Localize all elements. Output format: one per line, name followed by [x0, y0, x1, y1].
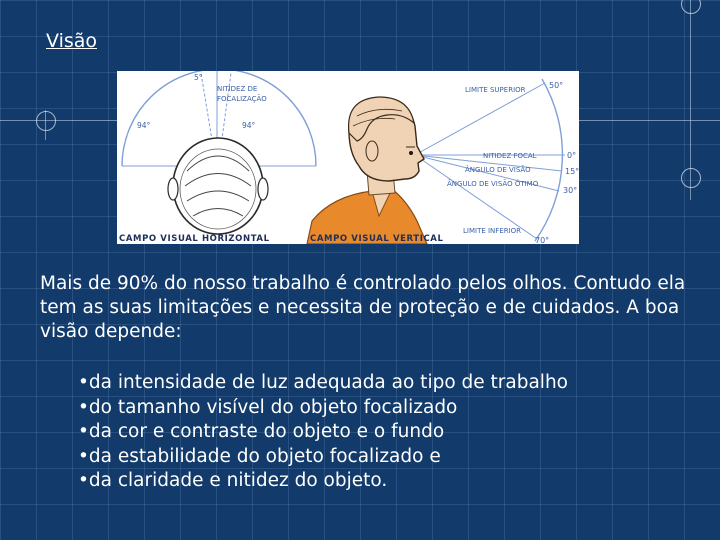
head-top-view: [173, 138, 263, 234]
bullet-item: •da cor e contraste do objeto e o fundo: [78, 421, 445, 442]
eye: [409, 151, 413, 155]
angle-30-label: 30°: [563, 186, 578, 195]
angle-15-label: 15°: [565, 167, 579, 176]
angle-70-label: 70°: [535, 236, 550, 244]
ear-left: [168, 178, 178, 200]
vertical-caption: CAMPO VISUAL VERTICAL: [310, 234, 444, 244]
nitidez-label-line2: FOCALIZAÇÃO: [217, 95, 267, 103]
limite-inferior-label: LIMITE INFERIOR: [463, 227, 522, 235]
ear-side: [366, 141, 378, 161]
ear-right: [258, 178, 268, 200]
decorative-circle-top-right: [681, 0, 701, 14]
slide-title: Visão: [46, 30, 98, 52]
focal-line-right: [221, 73, 231, 146]
focal-line-left: [201, 73, 213, 146]
visual-field-svg: [117, 71, 579, 244]
bullet-list: [78, 371, 678, 494]
bullet-item: •da claridade e nitidez do objeto.: [78, 470, 388, 491]
intro-paragraph: Mais de 90% do nosso trabalho é controlado pelos olhos. Contudo ela tem as suas limitações e necessita de proteção e de cuidados. A boa visão depende:: [40, 273, 686, 342]
horizontal-caption: CAMPO VISUAL HORIZONTAL: [119, 234, 270, 244]
angulo-otimo-label: ÂNGULO DE VISÃO ÓTIMO: [447, 180, 539, 188]
nitidez-focal-label: NITIDEZ FOCAL: [483, 152, 537, 160]
angle-left-label: 94°: [137, 121, 151, 130]
angle-top-label: 5°: [194, 73, 203, 82]
angulo-visao-label: ÂNGULO DE VISÃO: [465, 166, 531, 174]
decorative-circle-left: [36, 111, 56, 131]
bullet-item: •do tamanho visível do objeto focalizado: [78, 396, 458, 418]
decorative-circle-right: [681, 168, 701, 188]
angle-0-label: 0°: [567, 151, 577, 160]
angle-right-label: 94°: [242, 121, 256, 130]
bullet-item: •da intensidade de luz adequada ao tipo de trabalho: [78, 372, 568, 393]
horizontal-field-diagram: [119, 71, 316, 244]
limite-superior-label: LIMITE SUPERIOR: [465, 86, 526, 94]
nitidez-label-line1: NITIDEZ DE: [217, 85, 258, 93]
visual-field-illustration: [117, 71, 579, 244]
bullet-item: •da estabilidade do objeto focalizado e: [78, 445, 441, 467]
vertical-field-arc: [535, 79, 562, 241]
vertical-field-diagram: [307, 79, 579, 244]
angle-50-label: 50°: [549, 81, 564, 90]
